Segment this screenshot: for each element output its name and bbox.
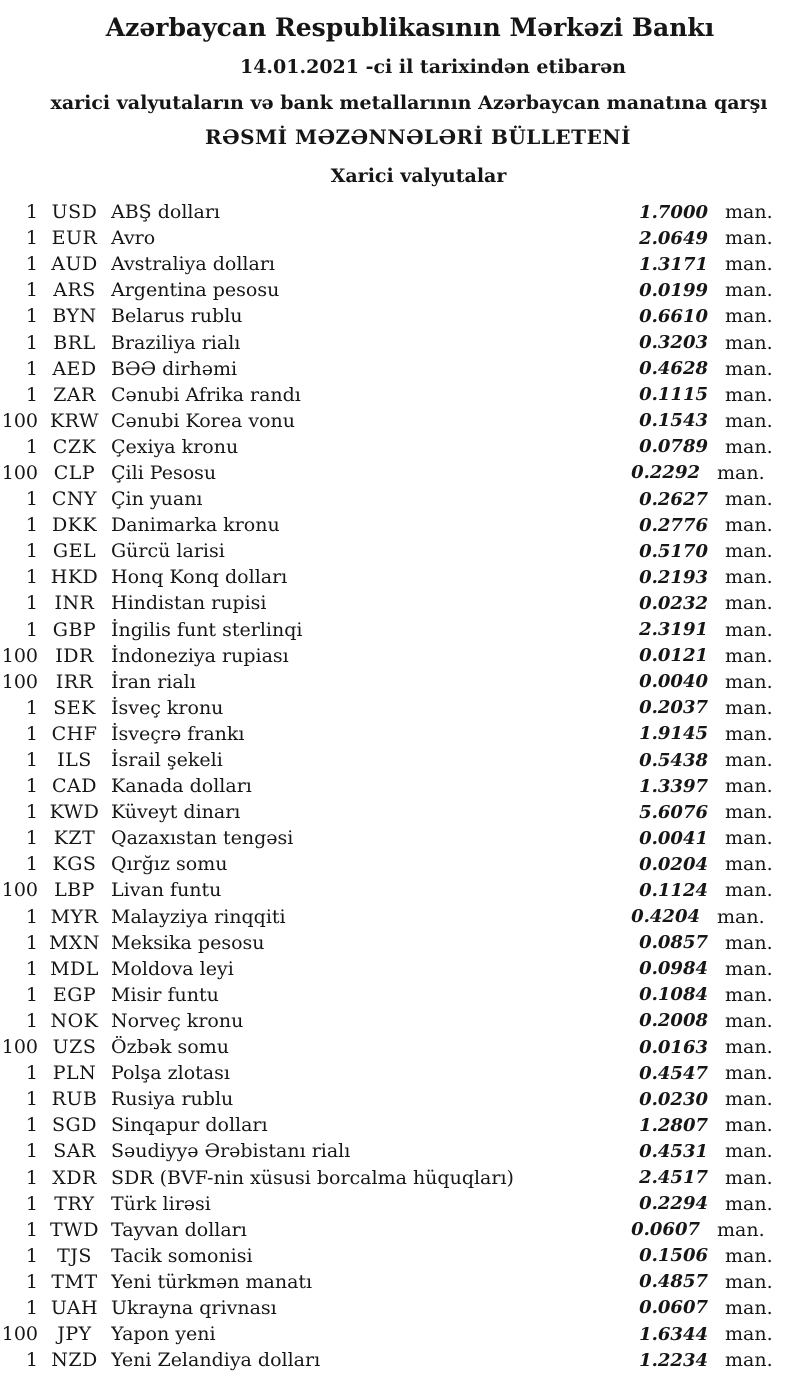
nominal-amount: 1 bbox=[25, 488, 38, 511]
rate-value: 0.3203 bbox=[639, 332, 708, 354]
subject-line: xarici valyutaların və bank metallarının Azərbaycan manatına qarşı bbox=[50, 92, 768, 114]
currency-code: KZT bbox=[53, 827, 96, 850]
rate-row bbox=[0, 669, 800, 695]
nominal-amount: 1 bbox=[25, 957, 38, 980]
currency-name: Cənubi Afrika randı bbox=[111, 383, 301, 406]
unit-label: man. bbox=[717, 1218, 765, 1241]
nominal-amount: 1 bbox=[25, 983, 38, 1006]
currency-code: INR bbox=[54, 592, 95, 615]
currency-code: KWD bbox=[49, 801, 100, 824]
currency-code: RUB bbox=[51, 1088, 98, 1111]
rate-row bbox=[0, 1008, 800, 1034]
rate-value: 0.2294 bbox=[639, 1193, 708, 1215]
nominal-amount: 1 bbox=[25, 1218, 38, 1241]
unit-label: man. bbox=[725, 253, 773, 276]
currency-name: İsveç kronu bbox=[111, 696, 224, 719]
currency-code: TWD bbox=[50, 1218, 99, 1241]
rate-value: 0.4204 bbox=[631, 906, 700, 928]
rate-row bbox=[0, 1034, 800, 1060]
currency-name: Belarus rublu bbox=[111, 305, 243, 328]
rate-value: 0.1115 bbox=[639, 384, 708, 406]
currency-code: CHF bbox=[51, 722, 98, 745]
currency-name: Danimarka kronu bbox=[111, 514, 280, 537]
unit-label: man. bbox=[725, 644, 773, 667]
currency-name: Səudiyyə Ərəbistanı rialı bbox=[111, 1140, 351, 1163]
unit-label: man. bbox=[725, 279, 773, 302]
rate-value: 2.4517 bbox=[639, 1167, 708, 1189]
nominal-amount: 1 bbox=[25, 1296, 38, 1319]
currency-code: GEL bbox=[52, 540, 97, 563]
currency-name: Tayvan dolları bbox=[111, 1218, 247, 1241]
rate-row bbox=[0, 773, 800, 799]
nominal-amount: 1 bbox=[25, 1140, 38, 1163]
bulletin-title: RƏSMİ MƏZƏNNƏLƏRİ BÜLLETENİ bbox=[205, 125, 631, 149]
effective-date-line: 14.01.2021 -ci il tarixindən etibarən bbox=[239, 56, 626, 78]
unit-label: man. bbox=[725, 618, 773, 641]
currency-code: CZK bbox=[52, 435, 97, 458]
rate-row bbox=[0, 1138, 800, 1164]
rate-row bbox=[0, 1347, 800, 1373]
exchange-rates-table bbox=[0, 199, 800, 1373]
currency-code: BYN bbox=[52, 305, 97, 328]
currency-name: Rusiya rublu bbox=[111, 1088, 234, 1111]
nominal-amount: 100 bbox=[1, 1323, 38, 1346]
rate-value: 2.0649 bbox=[639, 227, 708, 249]
nominal-amount: 1 bbox=[25, 1062, 38, 1085]
rate-value: 1.7000 bbox=[639, 201, 708, 223]
currency-name: Çin yuanı bbox=[111, 488, 203, 511]
rate-value: 1.6344 bbox=[639, 1323, 708, 1345]
currency-name: Çexiya kronu bbox=[111, 435, 239, 458]
currency-name: Honq Konq dolları bbox=[111, 566, 288, 589]
unit-label: man. bbox=[725, 670, 773, 693]
currency-code: SEK bbox=[53, 696, 96, 719]
unit-label: man. bbox=[725, 1349, 773, 1372]
rate-value: 0.0984 bbox=[639, 958, 708, 980]
unit-label: man. bbox=[725, 540, 773, 563]
currency-code: GBP bbox=[52, 618, 97, 641]
unit-label: man. bbox=[725, 1140, 773, 1163]
unit-label: man. bbox=[725, 1114, 773, 1137]
unit-label: man. bbox=[725, 488, 773, 511]
currency-code: NOK bbox=[50, 1009, 99, 1032]
rate-row bbox=[0, 356, 800, 382]
nominal-amount: 1 bbox=[25, 905, 38, 928]
currency-code: LBP bbox=[54, 879, 95, 902]
rate-value: 1.2234 bbox=[639, 1349, 708, 1371]
unit-label: man. bbox=[725, 331, 773, 354]
unit-label: man. bbox=[725, 409, 773, 432]
rate-row bbox=[0, 1060, 800, 1086]
unit-label: man. bbox=[725, 749, 773, 772]
rate-value: 0.5170 bbox=[639, 540, 708, 562]
currency-name: ABŞ dolları bbox=[111, 201, 220, 224]
currency-code: IRR bbox=[55, 670, 94, 693]
rate-value: 1.3397 bbox=[639, 775, 708, 797]
currency-name: Avro bbox=[111, 227, 156, 250]
rate-row bbox=[0, 382, 800, 408]
rate-value: 1.9145 bbox=[639, 723, 708, 745]
rate-row bbox=[0, 512, 800, 538]
rate-value: 0.4531 bbox=[639, 1140, 708, 1162]
nominal-amount: 1 bbox=[25, 331, 38, 354]
nominal-amount: 1 bbox=[25, 201, 38, 224]
nominal-amount: 100 bbox=[1, 670, 38, 693]
unit-label: man. bbox=[725, 931, 773, 954]
unit-label: man. bbox=[725, 1270, 773, 1293]
rate-value: 0.6610 bbox=[639, 305, 708, 327]
unit-label: man. bbox=[725, 1062, 773, 1085]
currency-code: AED bbox=[52, 357, 97, 380]
currency-name: Tacik somonisi bbox=[111, 1244, 253, 1267]
nominal-amount: 1 bbox=[25, 1009, 38, 1032]
currency-code: MYR bbox=[50, 905, 99, 928]
rate-row bbox=[0, 1086, 800, 1112]
unit-label: man. bbox=[725, 957, 773, 980]
rate-row bbox=[0, 877, 800, 903]
rate-row bbox=[0, 1295, 800, 1321]
nominal-amount: 1 bbox=[25, 1270, 38, 1293]
nominal-amount: 1 bbox=[25, 749, 38, 772]
currency-code: HKD bbox=[50, 566, 99, 589]
nominal-amount: 1 bbox=[25, 827, 38, 850]
currency-code: AUD bbox=[51, 253, 98, 276]
unit-label: man. bbox=[725, 357, 773, 380]
rate-row bbox=[0, 329, 800, 355]
currency-name: Küveyt dinarı bbox=[111, 801, 241, 824]
rate-row bbox=[0, 747, 800, 773]
rate-value: 0.4857 bbox=[639, 1271, 708, 1293]
currency-code: ILS bbox=[57, 749, 92, 772]
currency-name: Gürcü larisi bbox=[111, 540, 225, 563]
bank-name: Azərbaycan Respublikasının Mərkəzi Bankı bbox=[105, 13, 715, 42]
rate-row bbox=[0, 643, 800, 669]
currency-name: Livan funtu bbox=[111, 879, 222, 902]
rate-value: 0.0607 bbox=[631, 1219, 700, 1241]
currency-code: BRL bbox=[53, 331, 96, 354]
nominal-amount: 1 bbox=[25, 1166, 38, 1189]
currency-name: Misir funtu bbox=[111, 983, 219, 1006]
nominal-amount: 1 bbox=[25, 853, 38, 876]
rate-row bbox=[0, 695, 800, 721]
currency-name: Argentina pesosu bbox=[111, 279, 280, 302]
unit-label: man. bbox=[725, 1296, 773, 1319]
currency-code: XDR bbox=[52, 1166, 97, 1189]
currency-code: SGD bbox=[52, 1114, 97, 1137]
currency-code: ZAR bbox=[53, 383, 96, 406]
nominal-amount: 100 bbox=[1, 461, 38, 484]
currency-code: KRW bbox=[49, 409, 100, 432]
nominal-amount: 1 bbox=[25, 514, 38, 537]
rate-row bbox=[0, 1269, 800, 1295]
rate-row bbox=[0, 486, 800, 512]
unit-label: man. bbox=[725, 801, 773, 824]
rate-value: 0.0230 bbox=[639, 1088, 708, 1110]
currency-code: UZS bbox=[52, 1036, 97, 1059]
unit-label: man. bbox=[725, 775, 773, 798]
unit-label: man. bbox=[725, 514, 773, 537]
unit-label: man. bbox=[725, 1036, 773, 1059]
currency-name: Braziliya rialı bbox=[111, 331, 241, 354]
rate-row bbox=[0, 956, 800, 982]
rate-row bbox=[0, 1217, 800, 1243]
currency-name: Türk lirəsi bbox=[111, 1192, 211, 1215]
rate-value: 0.5438 bbox=[639, 749, 708, 771]
rate-row bbox=[0, 251, 800, 277]
rate-row bbox=[0, 721, 800, 747]
rate-value: 0.0204 bbox=[639, 853, 708, 875]
currency-name: Cənubi Korea vonu bbox=[111, 409, 295, 432]
currency-code: PLN bbox=[52, 1062, 97, 1085]
currency-code: DKK bbox=[51, 514, 98, 537]
rate-row bbox=[0, 1191, 800, 1217]
rate-row bbox=[0, 564, 800, 590]
nominal-amount: 1 bbox=[25, 1088, 38, 1111]
currency-name: İran rialı bbox=[111, 670, 196, 693]
unit-label: man. bbox=[725, 1192, 773, 1215]
nominal-amount: 1 bbox=[25, 1349, 38, 1372]
rate-value: 0.0789 bbox=[639, 436, 708, 458]
rate-row bbox=[0, 825, 800, 851]
currency-name: Özbək somu bbox=[111, 1036, 229, 1059]
nominal-amount: 1 bbox=[25, 696, 38, 719]
rate-row bbox=[0, 1243, 800, 1269]
currency-name: İsrail şekeli bbox=[111, 749, 223, 772]
unit-label: man. bbox=[725, 592, 773, 615]
rate-value: 0.4547 bbox=[639, 1062, 708, 1084]
rate-row bbox=[0, 1112, 800, 1138]
bulletin-header bbox=[0, 15, 800, 147]
nominal-amount: 1 bbox=[25, 253, 38, 276]
currency-code: TMT bbox=[51, 1270, 98, 1293]
currency-name: Norveç kronu bbox=[111, 1009, 244, 1032]
unit-label: man. bbox=[725, 305, 773, 328]
currency-code: MDL bbox=[50, 957, 99, 980]
nominal-amount: 1 bbox=[25, 435, 38, 458]
nominal-amount: 1 bbox=[25, 1192, 38, 1215]
nominal-amount: 1 bbox=[25, 566, 38, 589]
currency-code: SAR bbox=[53, 1140, 96, 1163]
currency-name: Hindistan rupisi bbox=[111, 592, 267, 615]
rate-value: 0.0040 bbox=[639, 671, 708, 693]
unit-label: man. bbox=[725, 1166, 773, 1189]
unit-label: man. bbox=[725, 722, 773, 745]
currency-name: Polşa zlotası bbox=[111, 1062, 230, 1085]
currency-name: Ukrayna qrivnası bbox=[111, 1296, 277, 1319]
currency-code: CLP bbox=[53, 461, 96, 484]
currency-name: Qırğız somu bbox=[111, 853, 228, 876]
currency-name: Yeni türkmən manatı bbox=[111, 1270, 313, 1293]
nominal-amount: 100 bbox=[1, 1036, 38, 1059]
nominal-amount: 1 bbox=[25, 279, 38, 302]
rate-value: 0.0607 bbox=[639, 1297, 708, 1319]
rate-value: 0.2627 bbox=[639, 488, 708, 510]
currency-name: Kanada dolları bbox=[111, 775, 252, 798]
rate-value: 0.4628 bbox=[639, 358, 708, 380]
unit-label: man. bbox=[725, 435, 773, 458]
rate-value: 0.0163 bbox=[639, 1036, 708, 1058]
currency-name: Çili Pesosu bbox=[111, 461, 217, 484]
rate-value: 1.2807 bbox=[639, 1114, 708, 1136]
unit-label: man. bbox=[725, 566, 773, 589]
rate-row bbox=[0, 225, 800, 251]
unit-label: man. bbox=[725, 1323, 773, 1346]
currency-name: Avstraliya dolları bbox=[111, 253, 275, 276]
nominal-amount: 1 bbox=[25, 618, 38, 641]
currency-name: SDR (BVF-nin xüsusi borcalma hüquqları) bbox=[111, 1166, 514, 1189]
nominal-amount: 1 bbox=[25, 722, 38, 745]
unit-label: man. bbox=[725, 227, 773, 250]
rate-row bbox=[0, 982, 800, 1008]
rate-value: 0.2193 bbox=[639, 566, 708, 588]
currency-code: CNY bbox=[51, 488, 98, 511]
rate-row bbox=[0, 277, 800, 303]
currency-code: CAD bbox=[52, 775, 97, 798]
nominal-amount: 100 bbox=[1, 879, 38, 902]
rate-row bbox=[0, 460, 800, 486]
rate-value: 0.1506 bbox=[639, 1245, 708, 1267]
currency-name: Meksika pesosu bbox=[111, 931, 265, 954]
nominal-amount: 1 bbox=[25, 775, 38, 798]
rate-row bbox=[0, 408, 800, 434]
rate-row bbox=[0, 904, 800, 930]
nominal-amount: 1 bbox=[25, 1244, 38, 1267]
currency-code: TRY bbox=[54, 1192, 95, 1215]
nominal-amount: 1 bbox=[25, 801, 38, 824]
rate-row bbox=[0, 851, 800, 877]
rate-row bbox=[0, 930, 800, 956]
rate-row bbox=[0, 617, 800, 643]
nominal-amount: 1 bbox=[25, 592, 38, 615]
unit-label: man. bbox=[717, 905, 765, 928]
nominal-amount: 1 bbox=[25, 305, 38, 328]
unit-label: man. bbox=[725, 1009, 773, 1032]
bulletin-page bbox=[0, 15, 800, 1391]
currency-name: Sinqapur dolları bbox=[111, 1114, 268, 1137]
rate-row bbox=[0, 303, 800, 329]
unit-label: man. bbox=[725, 696, 773, 719]
rate-value: 0.0041 bbox=[639, 827, 708, 849]
rate-row bbox=[0, 199, 800, 225]
rate-row bbox=[0, 590, 800, 616]
nominal-amount: 1 bbox=[25, 383, 38, 406]
currency-name: Qazaxıstan tengəsi bbox=[111, 827, 294, 850]
rate-value: 0.2037 bbox=[639, 697, 708, 719]
rate-value: 2.3191 bbox=[639, 619, 708, 641]
nominal-amount: 100 bbox=[1, 409, 38, 432]
rate-value: 0.0857 bbox=[639, 932, 708, 954]
rate-value: 0.0232 bbox=[639, 592, 708, 614]
nominal-amount: 100 bbox=[1, 644, 38, 667]
currency-code: TJS bbox=[57, 1244, 92, 1267]
rate-row bbox=[0, 1321, 800, 1347]
rate-value: 1.3171 bbox=[639, 253, 708, 275]
currency-name: İsveçrə frankı bbox=[111, 722, 245, 745]
currency-name: İndoneziya rupiası bbox=[111, 644, 289, 667]
currency-name: Yapon yeni bbox=[111, 1323, 216, 1346]
nominal-amount: 1 bbox=[25, 227, 38, 250]
rate-value: 5.6076 bbox=[639, 801, 708, 823]
rate-value: 0.1124 bbox=[639, 879, 708, 901]
currency-name: Moldova leyi bbox=[111, 957, 234, 980]
currency-code: NZD bbox=[51, 1349, 98, 1372]
rate-value: 0.1084 bbox=[639, 984, 708, 1006]
unit-label: man. bbox=[725, 1088, 773, 1111]
currency-code: IDR bbox=[55, 644, 94, 667]
currency-code: KGS bbox=[52, 853, 97, 876]
currency-code: MXN bbox=[48, 931, 101, 954]
nominal-amount: 1 bbox=[25, 540, 38, 563]
unit-label: man. bbox=[725, 827, 773, 850]
unit-label: man. bbox=[725, 983, 773, 1006]
currency-code: EGP bbox=[52, 983, 97, 1006]
unit-label: man. bbox=[717, 461, 765, 484]
rate-value: 0.1543 bbox=[639, 410, 708, 432]
currency-code: USD bbox=[51, 201, 98, 224]
currency-name: Malayziya rinqqiti bbox=[111, 905, 286, 928]
rate-row bbox=[0, 799, 800, 825]
nominal-amount: 1 bbox=[25, 1114, 38, 1137]
rate-row bbox=[0, 1164, 800, 1190]
nominal-amount: 1 bbox=[25, 357, 38, 380]
currency-name: Yeni Zelandiya dolları bbox=[111, 1349, 321, 1372]
currency-code: ARS bbox=[53, 279, 96, 302]
currency-name: BƏƏ dirhəmi bbox=[111, 357, 238, 380]
unit-label: man. bbox=[725, 1244, 773, 1267]
rate-row bbox=[0, 434, 800, 460]
rate-row bbox=[0, 538, 800, 564]
currency-code: JPY bbox=[57, 1323, 92, 1346]
nominal-amount: 1 bbox=[25, 931, 38, 954]
unit-label: man. bbox=[725, 879, 773, 902]
currency-code: UAH bbox=[50, 1296, 99, 1319]
currency-code: EUR bbox=[51, 227, 98, 250]
rate-value: 0.0121 bbox=[639, 645, 708, 667]
unit-label: man. bbox=[725, 853, 773, 876]
rate-value: 0.2292 bbox=[631, 462, 700, 484]
unit-label: man. bbox=[725, 201, 773, 224]
rate-value: 0.0199 bbox=[639, 279, 708, 301]
rate-value: 0.2008 bbox=[639, 1010, 708, 1032]
currency-name: İngilis funt sterlinqi bbox=[111, 618, 303, 641]
unit-label: man. bbox=[725, 383, 773, 406]
rate-value: 0.2776 bbox=[639, 514, 708, 536]
section-title-foreign-currencies: Xarici valyutalar bbox=[330, 165, 507, 187]
